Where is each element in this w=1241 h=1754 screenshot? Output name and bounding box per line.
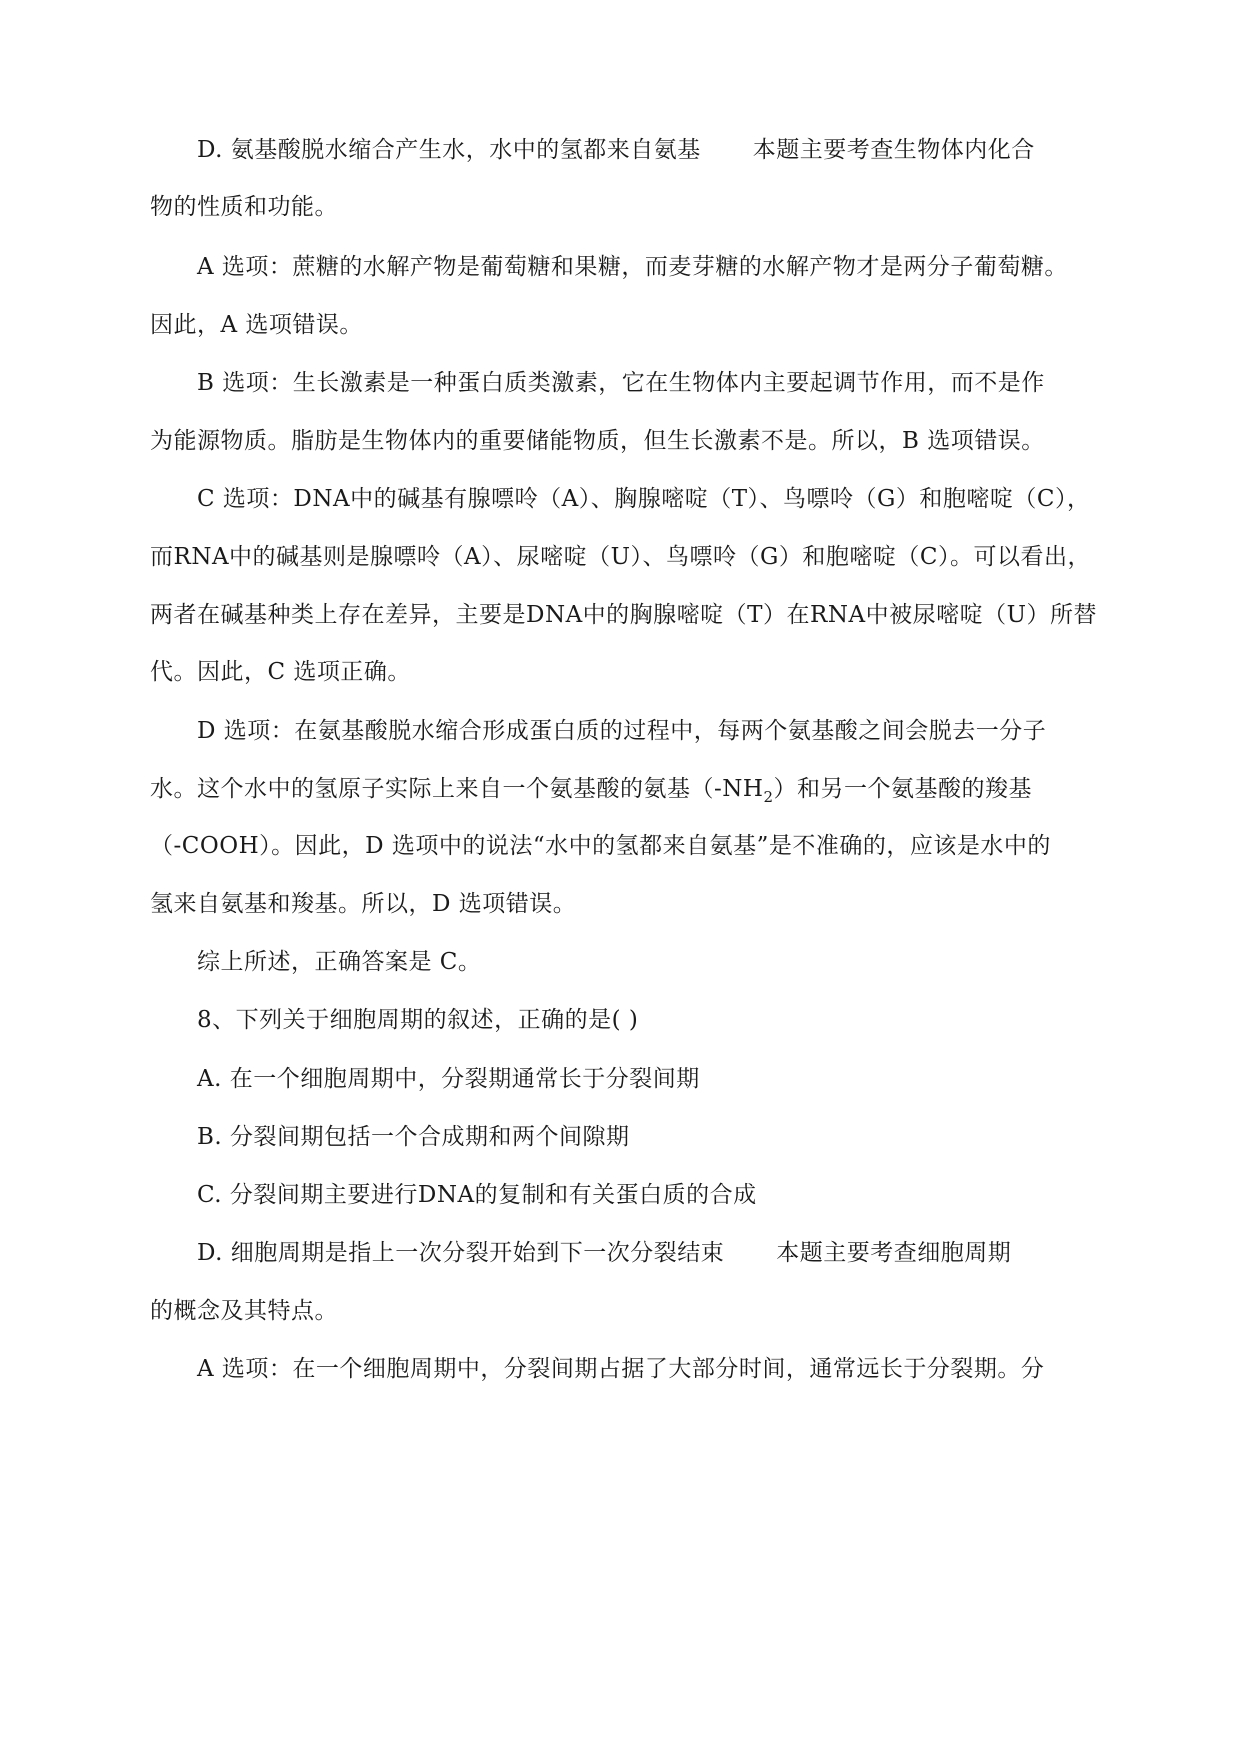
q7-option-d: D. 氨基酸脱水缩合产生水，水中的氢都来自氨基 — [197, 137, 701, 163]
q8-option-c: C. 分裂间期主要进行DNA的复制和有关蛋白质的合成 — [197, 1182, 757, 1208]
q7-analysis-intro: 本题主要考查生物体内化合 — [752, 137, 1035, 163]
q8-analysis-intro-cont: 的概念及其特点。 — [150, 1298, 338, 1324]
q7-d-analysis-cont-1: 水。这个水中的氢原子实际上来自一个氨基酸的氨基$(-NH_2)$和另一个氨基酸的羧基 — [150, 776, 1033, 806]
q7-c-analysis-cont-2: 两者在碱基种类上存在差异，主要是DNA中的胸腺嘧啶（T）在RNA中被尿嘧啶（U）所替 — [150, 602, 1097, 628]
q8-option-d-line — [197, 1238, 1011, 1268]
subscript-2: 2 — [763, 788, 774, 806]
q7-d-analysis-cont-2: （-COOH）。因此，D 选项中的说法“水中的氢都来自氨基”是不准确的，应该是水中的 — [150, 833, 1051, 859]
q8-option-d: D. 细胞周期是指上一次分裂开始到下一次分裂结束 — [197, 1240, 725, 1266]
q7-a-analysis: A 选项：蔗糖的水解产物是葡萄糖和果糖，而麦芽糖的水解产物才是两分子葡萄糖。 — [197, 254, 1068, 280]
q7-c-analysis: C 选项：DNA中的碱基有腺嘌呤（A）、胸腺嘧啶（T）、鸟嘌呤（G）和胞嘧啶（C）， — [197, 486, 1091, 512]
q7-analysis-intro-cont: 物的性质和功能。 — [150, 194, 338, 220]
q8-a-analysis: A 选项：在一个细胞周期中，分裂间期占据了大部分时间，通常远长于分裂期。分 — [197, 1356, 1045, 1382]
q7-c-analysis-cont-3: 代。因此，C 选项正确。 — [150, 659, 411, 685]
q7-summary: 综上所述，正确答案是 C。 — [197, 949, 482, 975]
q8-stem: 8、下列关于细胞周期的叙述，正确的是( ) — [197, 1007, 639, 1033]
q7-a-analysis-cont: 因此，A 选项错误。 — [150, 312, 363, 338]
q8-analysis-intro: 本题主要考查细胞周期 — [776, 1240, 1012, 1266]
q8-option-b: B. 分裂间期包括一个合成期和两个间隙期 — [197, 1124, 630, 1150]
q8-option-a: A. 在一个细胞周期中，分裂期通常长于分裂间期 — [197, 1066, 700, 1092]
q7-c-analysis-cont-1: 而RNA中的碱基则是腺嘌呤（A）、尿嘧啶（U）、鸟嘌呤（G）和胞嘧啶（C）。可以看出， — [150, 544, 1092, 570]
q7-option-d-line — [197, 135, 1035, 165]
q7-b-analysis-cont: 为能源物质。脂肪是生物体内的重要储能物质，但生长激素不是。所以，B 选项错误。 — [150, 428, 1045, 454]
q7-d-analysis-cont-3: 氢来自氨基和羧基。所以，D 选项错误。 — [150, 891, 577, 917]
q7-d-analysis: D 选项：在氨基酸脱水缩合形成蛋白质的过程中，每两个氨基酸之间会脱去一分子 — [197, 718, 1047, 744]
q7-b-analysis: B 选项：生长激素是一种蛋白质类激素，它在生物体内主要起调节作用，而不是作 — [197, 370, 1045, 396]
